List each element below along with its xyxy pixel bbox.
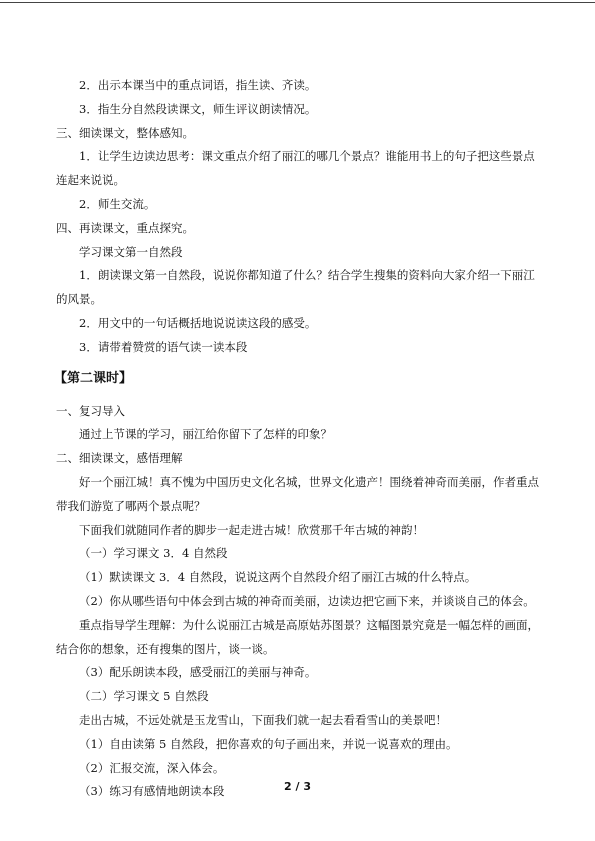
paragraph-line: 2．师生交流。	[79, 196, 156, 211]
paragraph-line: 3．请带着赞赏的语气读一读本段	[79, 339, 248, 354]
paragraph-line: 下面我们就随同作者的脚步一起走进古城！欣赏那千年古城的神韵！	[79, 522, 424, 537]
paragraph-line: 好一个丽江城！真不愧为中国历史文化名城，世界文化遗产！围绕着神奇而美丽，作者重点带我们游览了哪两个景点呢？	[56, 474, 539, 513]
paragraph-line: （2）你从哪些语句中体会到古城的神奇而美丽，边读边把它画下来，并谈谈自己的体会。	[79, 593, 535, 608]
paragraph-line: 1．让学生边读边思考：课文重点介绍了丽江的哪几个景点？谁能用书上的句子把这些景点连起来说说。	[56, 149, 535, 188]
lesson-one-section	[56, 74, 546, 360]
paragraph-line: （二）学习课文 5 自然段	[79, 689, 209, 704]
paragraph-line: （1）默读课文 3．4 自然段，说说这两个自然段介绍了丽江古城的什么特点。	[79, 570, 477, 585]
paragraph-line: （一）学习课文 3．4 自然段	[79, 546, 228, 561]
paragraph-line: 2．出示本课当中的重点词语，指生读、齐读。	[79, 78, 317, 92]
paragraph-line: 通过上节课的学习，丽江给你留下了怎样的印象？	[79, 427, 332, 442]
section-title: 【第二课时】	[54, 370, 133, 386]
header-rule	[0, 2, 595, 3]
paragraph-line: 重点指导学生理解：为什么说丽江古城是高原姑苏图景？这幅图景究竟是一幅怎样的画面，结合你的想象，还有搜集的图片，谈一谈。	[56, 617, 539, 656]
paragraph-line: 三、细读课文，整体感知。	[56, 125, 194, 140]
paragraph-line: 2．用文中的一句话概括地说说读这段的感受。	[79, 315, 317, 330]
paragraph-line: 一、复习导入	[56, 403, 125, 418]
paragraph-line: （1）自由读第 5 自然段，把你喜欢的句子画出来，并说一说喜欢的理由。	[79, 736, 458, 751]
paragraph-line: （2）汇报交流，深入体会。	[79, 760, 225, 775]
lesson-two-section	[56, 400, 546, 805]
paragraph-line: 四、再读课文，重点探究。	[56, 220, 194, 235]
paragraph-line: 走出古城，不远处就是玉龙雪山，下面我们就一起去看看雪山的美景吧！	[79, 712, 447, 727]
paragraph-line: （3）练习有感情地朗读本段	[79, 784, 225, 799]
paragraph-line: 二、细读课文，感悟理解	[56, 451, 183, 466]
paragraph-line: 学习课文第一自然段	[79, 244, 183, 259]
paragraph-line: （3）配乐朗读本段，感受丽江的美丽与神奇。	[79, 665, 317, 680]
paragraph-line: 1．朗读课文第一自然段，说说你都知道了什么？结合学生搜集的资料向大家介绍一下丽江的风景。	[56, 268, 535, 307]
paragraph-line: 3．指生分自然段读课文，师生评议朗读情况。	[79, 101, 317, 116]
page-number: 2 / 3	[284, 780, 311, 793]
document-body	[56, 74, 546, 804]
